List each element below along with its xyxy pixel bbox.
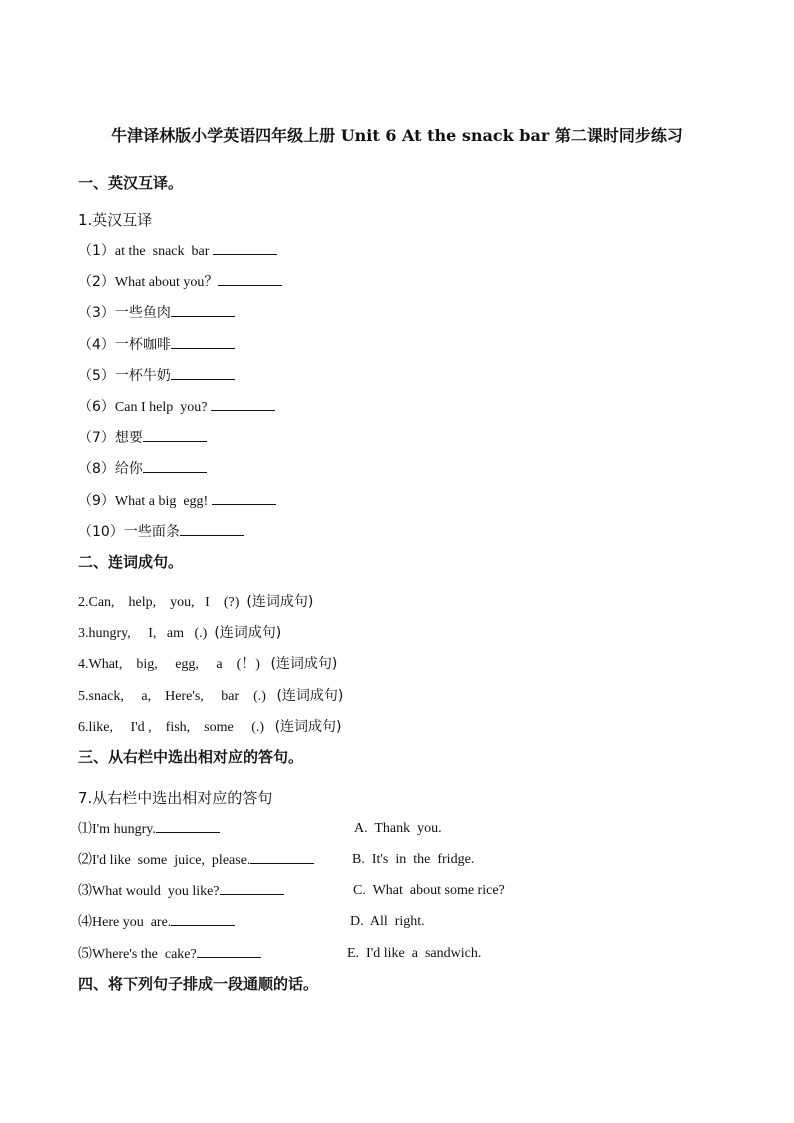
q1-item-8: （8）给你 <box>78 458 207 481</box>
q2-item-5: 5.snack, a, Here's, bar (.) (连词成句) <box>78 688 344 704</box>
q3-left-4: ⑷Here you are. <box>78 911 235 934</box>
answer-blank[interactable] <box>156 818 220 833</box>
q3-left-3: ⑶What would you like? <box>78 880 284 903</box>
q2-item-2: 2.Can, help, you, I (?) (连词成句) <box>78 594 314 610</box>
answer-blank[interactable] <box>143 458 207 473</box>
section-2-heading: 二、连词成句。 <box>78 553 184 571</box>
answer-blank[interactable] <box>218 271 282 286</box>
q3-left-5: ⑸Where's the cake? <box>78 943 261 966</box>
q1-item-7: （7）想要 <box>78 427 207 450</box>
q1-item-6: （6）Can I help you? <box>78 396 275 419</box>
answer-blank[interactable] <box>213 240 277 255</box>
q1-item-10: （10）一些面条 <box>78 521 244 544</box>
question-1-heading: 1.英汉互译 <box>78 211 153 229</box>
answer-blank[interactable] <box>250 849 314 864</box>
answer-blank[interactable] <box>143 427 207 442</box>
q3-left-2: ⑵I'd like some juice, please. <box>78 849 314 872</box>
q2-item-4: 4.What, big, egg, a (！) (连词成句) <box>78 656 338 672</box>
answer-blank[interactable] <box>171 302 235 317</box>
answer-blank[interactable] <box>171 911 235 926</box>
section-4-heading: 四、将下列句子排成一段通顺的话。 <box>78 975 319 993</box>
answer-blank[interactable] <box>212 490 276 505</box>
q3-option-c: C. What about some rice? <box>353 883 505 898</box>
answer-blank[interactable] <box>171 365 235 380</box>
q1-item-4: （4）一杯咖啡 <box>78 334 235 357</box>
q3-left-1: ⑴I'm hungry. <box>78 818 220 841</box>
answer-blank[interactable] <box>171 334 235 349</box>
q3-option-a: A. Thank you. <box>354 821 442 836</box>
q1-item-3: （3）一些鱼肉 <box>78 302 235 325</box>
q3-option-e: E. I'd like a sandwich. <box>347 946 482 961</box>
q1-item-1: （1）at the snack bar <box>78 240 277 263</box>
section-3-heading: 三、从右栏中选出相对应的答句。 <box>78 748 304 766</box>
section-1-heading: 一、英汉互译。 <box>78 174 184 192</box>
page-title: 牛津译林版小学英语四年级上册 Unit 6 At the snack bar 第二课时同步练习 <box>111 126 683 145</box>
q1-item-5: （5）一杯牛奶 <box>78 365 235 388</box>
q1-item-2: （2）What about you？ <box>78 271 282 294</box>
q2-item-3: 3.hungry, I, am (.) (连词成句) <box>78 625 282 641</box>
answer-blank[interactable] <box>220 880 284 895</box>
q2-item-6: 6.like, I'd , fish, some (.) (连词成句) <box>78 719 342 735</box>
q3-option-d: D. All right. <box>350 914 425 929</box>
question-7-heading: 7.从右栏中选出相对应的答句 <box>78 789 273 807</box>
answer-blank[interactable] <box>211 396 275 411</box>
answer-blank[interactable] <box>197 943 261 958</box>
q3-option-b: B. It's in the fridge. <box>352 852 475 867</box>
answer-blank[interactable] <box>180 521 244 536</box>
q1-item-9: （9）What a big egg! <box>78 490 276 513</box>
